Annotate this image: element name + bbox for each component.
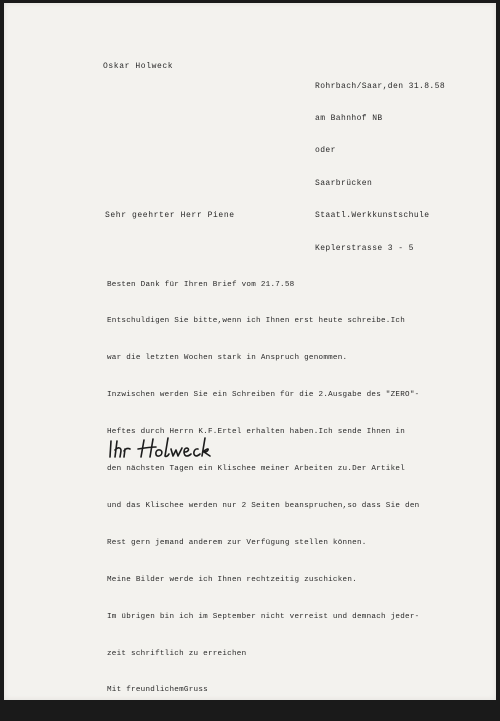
address-line: Saarbrücken bbox=[315, 178, 373, 188]
body-line: und das Klischee werden nur 2 Seiten beanspruchen,so dass Sie den bbox=[107, 501, 420, 510]
body-line: zeit schriftlich zu erreichen bbox=[107, 649, 247, 658]
address-line: Rohrbach/Saar,den 31.8.58 bbox=[315, 81, 446, 91]
body-line: Inzwischen werden Sie ein Schreiben für die 2.Ausgabe des "ZERO"- bbox=[107, 391, 420, 400]
sender-name: Oskar Holweck bbox=[103, 62, 174, 71]
address-line: oder bbox=[315, 146, 336, 156]
body-line: Mit freundlichemGruss bbox=[107, 686, 208, 695]
address-line: am Bahnhof NB bbox=[315, 113, 383, 123]
handwritten-signature bbox=[108, 435, 248, 461]
body-line: Im übrigen bin ich im September nicht verreist und demnach jeder- bbox=[107, 612, 420, 621]
salutation: Sehr geehrter Herr Piene bbox=[105, 211, 235, 220]
letter-body bbox=[107, 254, 419, 721]
body-line: Meine Bilder werde ich Ihnen rechtzeitig zuschicken. bbox=[107, 575, 357, 584]
body-line: Besten Dank für Ihren Brief vom 21.7.58 bbox=[107, 280, 295, 289]
address-line: Keplerstrasse 3 - 5 bbox=[315, 243, 414, 253]
body-line: den nächsten Tagen ein Klischee meiner Arbeiten zu.Der Artikel bbox=[107, 465, 406, 474]
body-line: Rest gern jemand anderem zur Verfügung stellen können. bbox=[107, 538, 367, 547]
address-line: Staatl.Werkkunstschule bbox=[315, 211, 430, 221]
address-block bbox=[315, 60, 445, 276]
letter-page bbox=[4, 3, 496, 700]
body-line: war die letzten Wochen stark in Anspruch genommen. bbox=[107, 354, 348, 363]
body-line: Entschuldigen Sie bitte,wenn ich Ihnen erst heute schreibe.Ich bbox=[107, 317, 406, 326]
body-line: Heftes durch Herrn K.F.Ertel erhalten haben.Ich sende Ihnen in bbox=[107, 428, 406, 437]
